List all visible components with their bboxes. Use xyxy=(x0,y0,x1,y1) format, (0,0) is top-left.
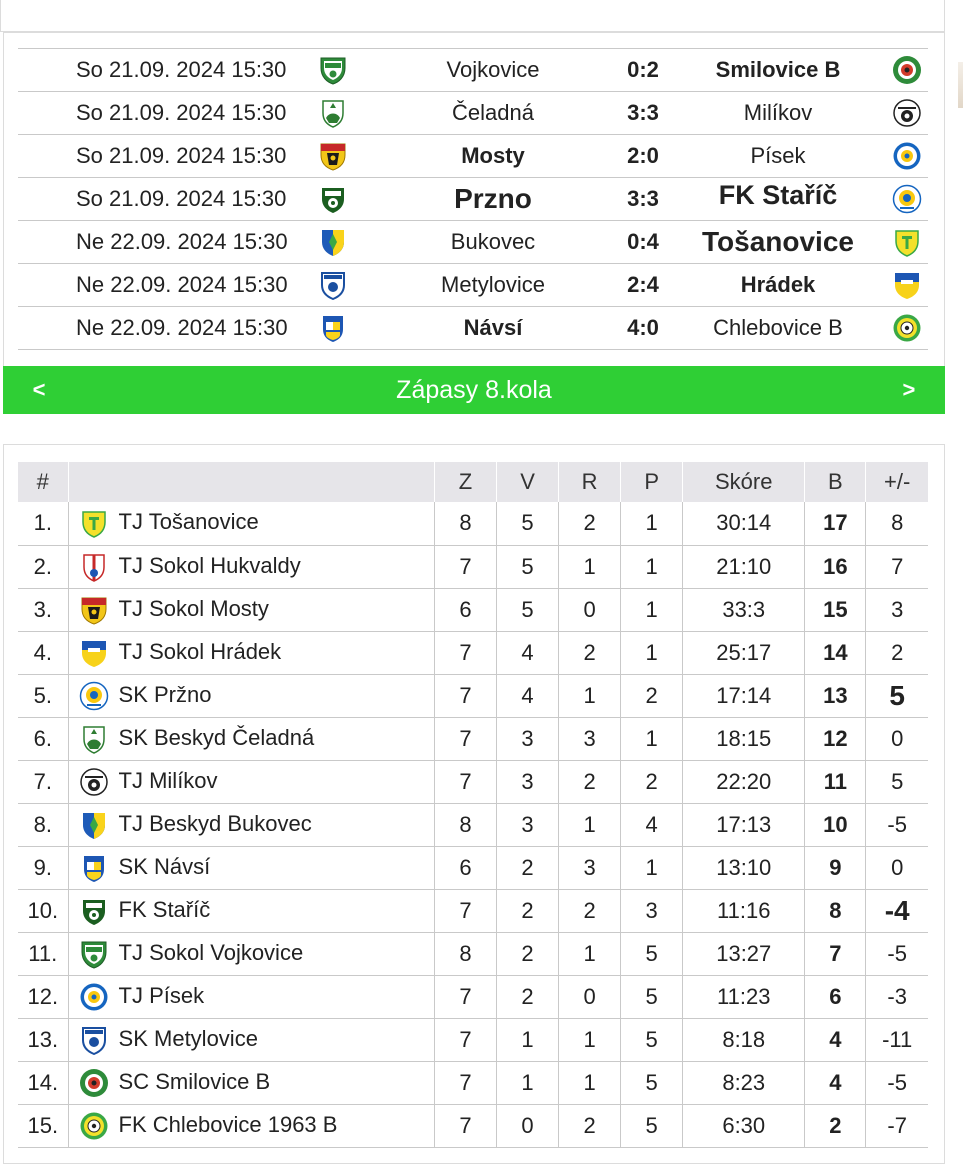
goal-difference: -5 xyxy=(866,1061,928,1104)
round-title: Zápasy 8.kola xyxy=(396,375,552,404)
matches-played: 7 xyxy=(434,674,496,717)
team-rank: 8. xyxy=(18,803,68,846)
points: 10 xyxy=(805,803,866,846)
draws: 3 xyxy=(559,717,621,760)
away-team[interactable]: Milíkov xyxy=(673,92,883,135)
wins: 5 xyxy=(497,588,559,631)
milikov-crest-icon xyxy=(79,767,109,797)
table-row[interactable] xyxy=(18,1104,928,1147)
fixture-date: So 21.09. 2024 15:30 xyxy=(18,135,318,178)
goal-score: 33:3 xyxy=(683,588,805,631)
team-name[interactable]: SK Metylovice xyxy=(118,1025,258,1051)
wins: 3 xyxy=(497,717,559,760)
points: 2 xyxy=(805,1104,866,1147)
table-row[interactable] xyxy=(18,1061,928,1104)
home-crest-cell xyxy=(318,178,373,221)
next-round-button[interactable]: > xyxy=(902,377,916,402)
draws: 1 xyxy=(559,932,621,975)
away-crest-cell xyxy=(883,221,928,264)
fixtures-table xyxy=(18,48,928,350)
home-team[interactable]: Metylovice xyxy=(373,264,613,307)
home-team[interactable]: Vojkovice xyxy=(373,49,613,92)
points: 16 xyxy=(805,545,866,588)
goal-score: 17:14 xyxy=(683,674,805,717)
losses: 2 xyxy=(621,760,683,803)
tosanovice-crest-icon xyxy=(79,508,109,538)
goal-difference: 7 xyxy=(866,545,928,588)
matches-played: 7 xyxy=(434,1018,496,1061)
header-goal-diff[interactable]: +/- xyxy=(866,462,928,502)
goal-score: 13:27 xyxy=(683,932,805,975)
fixture-row[interactable] xyxy=(18,221,928,264)
away-team[interactable]: Chlebovice B xyxy=(673,307,883,350)
round-navigation-bar xyxy=(3,366,945,414)
wins: 0 xyxy=(497,1104,559,1147)
team-name[interactable]: SK Beskyd Čeladná xyxy=(118,724,315,750)
table-row[interactable] xyxy=(18,631,928,674)
team-cell[interactable] xyxy=(68,889,434,932)
goal-difference: 0 xyxy=(866,846,928,889)
team-rank: 12. xyxy=(18,975,68,1018)
team-cell[interactable] xyxy=(68,760,434,803)
away-crest-cell xyxy=(883,307,928,350)
away-team[interactable]: Hrádek xyxy=(673,264,883,307)
table-row[interactable] xyxy=(18,846,928,889)
header-points[interactable]: B xyxy=(805,462,866,502)
matches-played: 8 xyxy=(434,502,496,545)
team-cell[interactable] xyxy=(68,545,434,588)
table-row[interactable] xyxy=(18,1018,928,1061)
smilovice-crest-icon xyxy=(79,1068,109,1098)
match-score[interactable]: 2:0 xyxy=(613,135,673,178)
team-name[interactable]: SK Pržno xyxy=(118,681,212,707)
matches-played: 6 xyxy=(434,588,496,631)
draws: 1 xyxy=(559,545,621,588)
wins: 5 xyxy=(497,545,559,588)
draws: 0 xyxy=(559,588,621,631)
losses: 1 xyxy=(621,588,683,631)
milikov-crest-icon xyxy=(892,98,922,128)
goal-difference: -5 xyxy=(866,932,928,975)
away-crest-cell xyxy=(883,92,928,135)
points: 17 xyxy=(805,502,866,545)
away-team[interactable] xyxy=(673,178,883,221)
home-team[interactable]: Návsí xyxy=(373,307,613,350)
hradek-crest-icon xyxy=(79,638,109,668)
matches-played: 7 xyxy=(434,1061,496,1104)
metylovice-crest-icon xyxy=(79,1025,109,1055)
points: 15 xyxy=(805,588,866,631)
home-crest-cell xyxy=(318,264,373,307)
pisek-crest-icon xyxy=(892,141,922,171)
chlebovice-crest-icon xyxy=(892,313,922,343)
draws: 2 xyxy=(559,889,621,932)
team-cell[interactable] xyxy=(68,674,434,717)
away-crest-cell xyxy=(883,135,928,178)
team-cell[interactable] xyxy=(68,932,434,975)
fixture-date: So 21.09. 2024 15:30 xyxy=(18,49,318,92)
goal-difference: -11 xyxy=(866,1018,928,1061)
team-cell[interactable] xyxy=(68,631,434,674)
table-row[interactable] xyxy=(18,975,928,1018)
goal-difference: 3 xyxy=(866,588,928,631)
team-name[interactable]: TJ Milíkov xyxy=(118,767,218,793)
goal-difference: 5 xyxy=(866,674,928,717)
goal-score: 22:20 xyxy=(683,760,805,803)
team-name[interactable]: TJ Tošanovice xyxy=(118,509,259,535)
table-row[interactable] xyxy=(18,889,928,932)
goal-score: 8:23 xyxy=(683,1061,805,1104)
away-team-label: FK Staříč xyxy=(718,179,838,210)
pisek-crest-icon xyxy=(79,982,109,1012)
goal-difference: -4 xyxy=(866,889,928,932)
vojkovice-crest-icon xyxy=(79,939,109,969)
team-cell[interactable] xyxy=(68,846,434,889)
wins: 2 xyxy=(497,932,559,975)
header-team[interactable] xyxy=(68,462,434,502)
team-name[interactable]: FK Staříč xyxy=(118,896,211,922)
team-name[interactable]: SC Smilovice B xyxy=(118,1068,271,1094)
away-team[interactable] xyxy=(673,221,883,264)
losses: 5 xyxy=(621,1104,683,1147)
starric-crest-icon xyxy=(79,896,109,926)
goal-difference: -3 xyxy=(866,975,928,1018)
team-name[interactable]: TJ Sokol Mosty xyxy=(118,595,269,621)
goal-difference: -5 xyxy=(866,803,928,846)
navsi-crest-icon xyxy=(79,853,109,883)
goal-score: 17:13 xyxy=(683,803,805,846)
table-row[interactable] xyxy=(18,674,928,717)
points: 4 xyxy=(805,1018,866,1061)
przno-crest-icon xyxy=(79,681,109,711)
points: 6 xyxy=(805,975,866,1018)
table-row[interactable] xyxy=(18,803,928,846)
points: 8 xyxy=(805,889,866,932)
fixture-date: So 21.09. 2024 15:30 xyxy=(18,178,318,221)
goal-score: 6:30 xyxy=(683,1104,805,1147)
losses: 1 xyxy=(621,846,683,889)
standings-table xyxy=(18,462,928,1148)
wins: 2 xyxy=(497,889,559,932)
match-score[interactable]: 3:3 xyxy=(613,92,673,135)
draws: 2 xyxy=(559,502,621,545)
goal-score: 21:10 xyxy=(683,545,805,588)
edge-image-fragment xyxy=(958,62,963,108)
home-crest-cell xyxy=(318,135,373,178)
match-score[interactable]: 0:2 xyxy=(613,49,673,92)
tosanovice-crest-icon xyxy=(892,227,922,257)
header-losses[interactable]: P xyxy=(621,462,683,502)
home-crest-cell xyxy=(318,221,373,264)
team-rank: 3. xyxy=(18,588,68,631)
points: 14 xyxy=(805,631,866,674)
matches-played: 7 xyxy=(434,889,496,932)
smilovice-crest-icon xyxy=(892,55,922,85)
przno-crest-icon xyxy=(892,184,922,214)
losses: 5 xyxy=(621,975,683,1018)
table-row[interactable] xyxy=(18,545,928,588)
team-cell[interactable] xyxy=(68,502,434,545)
points: 9 xyxy=(805,846,866,889)
losses: 4 xyxy=(621,803,683,846)
wins: 1 xyxy=(497,1061,559,1104)
header-draws[interactable]: R xyxy=(559,462,621,502)
away-crest-cell xyxy=(883,49,928,92)
team-rank: 11. xyxy=(18,932,68,975)
team-rank: 6. xyxy=(18,717,68,760)
fixture-date: Ne 22.09. 2024 15:30 xyxy=(18,264,318,307)
team-cell[interactable] xyxy=(68,717,434,760)
bukovec-crest-icon xyxy=(318,227,348,257)
fixture-row[interactable] xyxy=(18,264,928,307)
team-cell[interactable] xyxy=(68,1104,434,1147)
team-cell[interactable] xyxy=(68,975,434,1018)
match-score[interactable]: 2:4 xyxy=(613,264,673,307)
wins: 1 xyxy=(497,1018,559,1061)
navsi-crest-icon xyxy=(318,313,348,343)
draws: 1 xyxy=(559,803,621,846)
team-cell[interactable] xyxy=(68,803,434,846)
losses: 1 xyxy=(621,631,683,674)
away-crest-cell xyxy=(883,264,928,307)
team-rank: 4. xyxy=(18,631,68,674)
wins: 2 xyxy=(497,846,559,889)
hradek-crest-icon xyxy=(892,270,922,300)
matches-played: 8 xyxy=(434,803,496,846)
table-row[interactable] xyxy=(18,502,928,545)
team-name[interactable]: TJ Sokol Vojkovice xyxy=(118,939,304,965)
points: 13 xyxy=(805,674,866,717)
home-team[interactable]: Mosty xyxy=(373,135,613,178)
home-team[interactable]: Przno xyxy=(373,178,613,221)
fixture-date: Ne 22.09. 2024 15:30 xyxy=(18,307,318,350)
goal-difference: 2 xyxy=(866,631,928,674)
draws: 3 xyxy=(559,846,621,889)
draws: 2 xyxy=(559,631,621,674)
fixture-row[interactable] xyxy=(18,49,928,92)
fixture-row[interactable] xyxy=(18,135,928,178)
matches-played: 7 xyxy=(434,545,496,588)
goal-score: 13:10 xyxy=(683,846,805,889)
team-rank: 5. xyxy=(18,674,68,717)
team-name[interactable]: TJ Sokol Hrádek xyxy=(118,638,282,664)
goal-difference: -7 xyxy=(866,1104,928,1147)
team-name[interactable]: TJ Písek xyxy=(118,982,205,1008)
team-rank: 13. xyxy=(18,1018,68,1061)
header-score[interactable]: Skóre xyxy=(683,462,805,502)
home-crest-cell xyxy=(318,49,373,92)
bukovec-crest-icon xyxy=(79,810,109,840)
celadna-crest-icon xyxy=(318,98,348,128)
team-cell[interactable] xyxy=(68,1061,434,1104)
vojkovice-crest-icon xyxy=(318,55,348,85)
team-rank: 7. xyxy=(18,760,68,803)
home-team[interactable]: Čeladná xyxy=(373,92,613,135)
draws: 0 xyxy=(559,975,621,1018)
draws: 2 xyxy=(559,760,621,803)
header-wins[interactable]: V xyxy=(497,462,559,502)
matches-played: 7 xyxy=(434,631,496,674)
chlebovice-crest-icon xyxy=(79,1111,109,1141)
goal-difference: 5 xyxy=(866,760,928,803)
team-rank: 15. xyxy=(18,1104,68,1147)
points: 12 xyxy=(805,717,866,760)
team-name[interactable]: SK Návsí xyxy=(118,853,211,879)
losses: 5 xyxy=(621,932,683,975)
match-score[interactable]: 4:0 xyxy=(613,307,673,350)
wins: 5 xyxy=(497,502,559,545)
table-row[interactable] xyxy=(18,717,928,760)
previous-card-frame xyxy=(0,0,945,32)
losses: 5 xyxy=(621,1061,683,1104)
home-crest-cell xyxy=(318,307,373,350)
team-cell[interactable] xyxy=(68,588,434,631)
table-row[interactable] xyxy=(18,932,928,975)
header-rank[interactable]: # xyxy=(18,462,68,502)
match-score[interactable]: 3:3 xyxy=(613,178,673,221)
hukvaldy-crest-icon xyxy=(79,552,109,582)
team-rank: 14. xyxy=(18,1061,68,1104)
mosty-crest-icon xyxy=(79,595,109,625)
away-team[interactable]: Písek xyxy=(673,135,883,178)
goal-score: 30:14 xyxy=(683,502,805,545)
team-name[interactable]: TJ Sokol Hukvaldy xyxy=(118,552,301,578)
match-score[interactable]: 0:4 xyxy=(613,221,673,264)
wins: 3 xyxy=(497,760,559,803)
matches-played: 7 xyxy=(434,717,496,760)
team-name[interactable]: FK Chlebovice 1963 B xyxy=(118,1111,338,1137)
goal-difference: 0 xyxy=(866,717,928,760)
losses: 1 xyxy=(621,717,683,760)
team-cell[interactable] xyxy=(68,1018,434,1061)
draws: 2 xyxy=(559,1104,621,1147)
fixture-row[interactable] xyxy=(18,92,928,135)
team-rank: 1. xyxy=(18,502,68,545)
losses: 2 xyxy=(621,674,683,717)
goal-score: 11:16 xyxy=(683,889,805,932)
matches-played: 7 xyxy=(434,975,496,1018)
header-played[interactable]: Z xyxy=(434,462,496,502)
points: 7 xyxy=(805,932,866,975)
home-crest-cell xyxy=(318,92,373,135)
fixture-row[interactable] xyxy=(18,178,928,221)
wins: 4 xyxy=(497,674,559,717)
away-crest-cell xyxy=(883,178,928,221)
matches-played: 6 xyxy=(434,846,496,889)
losses: 3 xyxy=(621,889,683,932)
fixture-date: So 21.09. 2024 15:30 xyxy=(18,92,318,135)
fixture-row[interactable] xyxy=(18,307,928,350)
celadna-crest-icon xyxy=(79,724,109,754)
losses: 5 xyxy=(621,1018,683,1061)
team-rank: 10. xyxy=(18,889,68,932)
mosty-crest-icon xyxy=(318,141,348,171)
home-team[interactable]: Bukovec xyxy=(373,221,613,264)
goal-difference: 8 xyxy=(866,502,928,545)
fixture-date: Ne 22.09. 2024 15:30 xyxy=(18,221,318,264)
wins: 2 xyxy=(497,975,559,1018)
matches-played: 7 xyxy=(434,1104,496,1147)
team-name[interactable]: TJ Beskyd Bukovec xyxy=(118,810,312,836)
matches-played: 7 xyxy=(434,760,496,803)
table-row[interactable] xyxy=(18,760,928,803)
draws: 1 xyxy=(559,1061,621,1104)
standings-header-row xyxy=(18,462,928,502)
goal-score: 11:23 xyxy=(683,975,805,1018)
away-team[interactable]: Smilovice B xyxy=(673,49,883,92)
losses: 1 xyxy=(621,545,683,588)
away-team-label: Tošanovice xyxy=(702,226,854,257)
previous-round-button[interactable]: < xyxy=(32,377,46,402)
goal-score: 8:18 xyxy=(683,1018,805,1061)
team-rank: 2. xyxy=(18,545,68,588)
goal-score: 18:15 xyxy=(683,717,805,760)
metylovice-crest-icon xyxy=(318,270,348,300)
losses: 1 xyxy=(621,502,683,545)
points: 4 xyxy=(805,1061,866,1104)
points: 11 xyxy=(805,760,866,803)
starric-crest-icon xyxy=(318,184,348,214)
table-row[interactable] xyxy=(18,588,928,631)
draws: 1 xyxy=(559,674,621,717)
wins: 4 xyxy=(497,631,559,674)
matches-played: 8 xyxy=(434,932,496,975)
wins: 3 xyxy=(497,803,559,846)
goal-score: 25:17 xyxy=(683,631,805,674)
draws: 1 xyxy=(559,1018,621,1061)
team-rank: 9. xyxy=(18,846,68,889)
